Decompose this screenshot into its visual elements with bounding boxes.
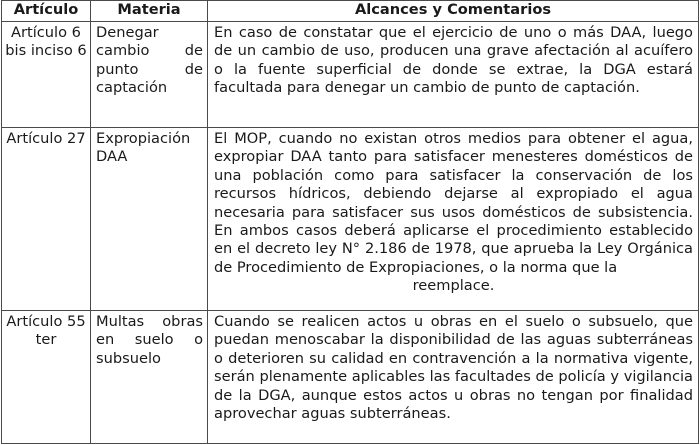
articulo-cell: Artículo 27 bbox=[2, 128, 91, 311]
table-row bbox=[2, 128, 699, 311]
table-header-row bbox=[2, 1, 699, 22]
comentario-text: El MOP, cuando no existan otros medios para obtener el agua, expropiar DAA tanto para satisfacer menesteres domésticos de una población como para satisfacer la conservación de los recursos hídricos, debiendo dejarse al expropiado el agua necesaria para satisfacer sus usos domésticos de subsistencia. En ambos casos deberá aplicarse el procedimiento establecido en el decreto ley N° 2.186 de 1978, que aprueba la Ley Orgánica de Procedimiento de Expropiaciones, o la norma que la bbox=[214, 130, 693, 276]
comentario-cell bbox=[208, 128, 699, 311]
materia-cell: Expropiación DAA bbox=[91, 128, 208, 311]
header-materia: Materia bbox=[91, 1, 208, 22]
header-alcances: Alcances y Comentarios bbox=[208, 1, 699, 22]
articulo-cell: Artículo 6 bis inciso 6 bbox=[2, 22, 91, 128]
materia-cell: Multas obras en suelo o subsuelo bbox=[91, 311, 208, 444]
comentario-cell: Cuando se realicen actos u obras en el suelo o subsuelo, que puedan menoscabar la disponibilidad de las aguas subterráneas o deterioren su calidad en contravención a la normativa vigente, serán plenamente aplicables las facultades de policía y vigilancia de la DGA, aunque estos actos u obras no tengan por finalidad aprovechar aguas subterráneas. bbox=[208, 311, 699, 444]
table-row bbox=[2, 22, 699, 128]
legal-articles-table bbox=[1, 0, 699, 444]
materia-cell: Denegar cambio de punto de captación bbox=[91, 22, 208, 128]
articulo-cell: Artículo 55 ter bbox=[2, 311, 91, 444]
table-row bbox=[2, 311, 699, 444]
comentario-cell: En caso de constatar que el ejercicio de uno o más DAA, luego de un cambio de uso, producen una grave afectación al acuífero o la fuente superficial de donde se extrae, la DGA estará facultada para denegar un cambio de punto de captación. bbox=[208, 22, 699, 128]
comentario-final-line: reemplace. bbox=[412, 277, 495, 295]
header-articulo: Artículo bbox=[2, 1, 91, 22]
